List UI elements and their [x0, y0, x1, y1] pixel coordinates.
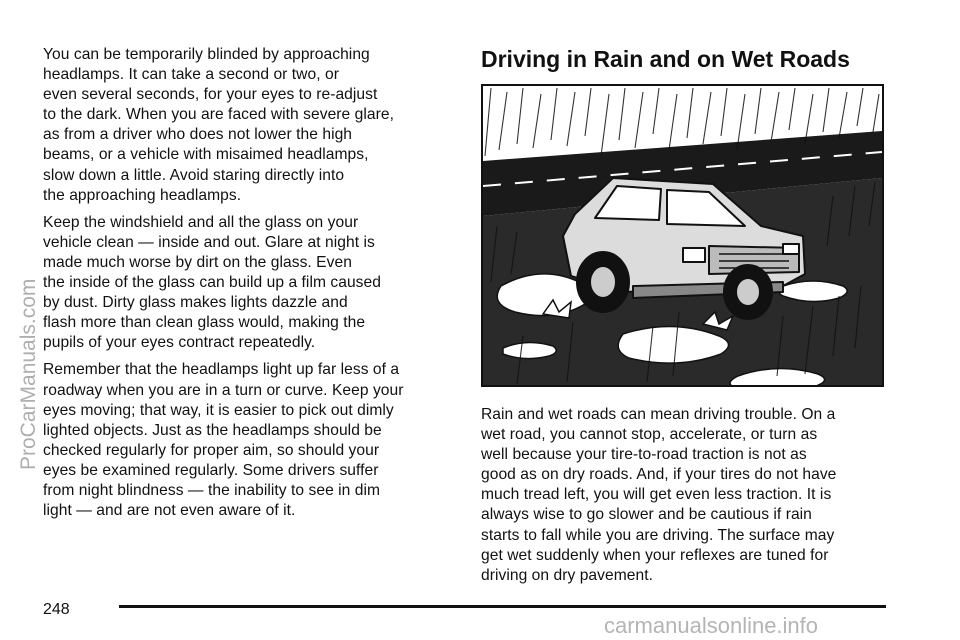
- left-column: [43, 45, 453, 528]
- text-line: made much worse by dirt on the glass. Even: [43, 253, 352, 271]
- text-line: slow down a little. Avoid staring directly into: [43, 166, 345, 184]
- text-line: vehicle clean — inside and out. Glare at night is: [43, 233, 375, 251]
- text-line: checked regularly for proper aim, so should your: [43, 441, 380, 459]
- side-watermark: ProCarManuals.com: [17, 278, 40, 470]
- page-number: 248: [43, 601, 70, 618]
- suv-in-rain-drawing: [483, 86, 882, 385]
- text-line: Remember that the headlamps light up far less of a: [43, 361, 400, 379]
- text-line: even several seconds, for your eyes to re-adjust: [43, 86, 378, 104]
- text-line: roadway when you are in a turn or curve. Keep your: [43, 381, 404, 399]
- text-line: Keep the windshield and all the glass on your: [43, 213, 359, 231]
- text-line: as from a driver who does not lower the high: [43, 126, 353, 144]
- text-line: get wet suddenly when your reflexes are tuned for: [481, 546, 829, 564]
- text-line: You can be temporarily blinded by approaching: [43, 46, 370, 63]
- text-line: the inside of the glass can build up a film caused: [43, 274, 381, 292]
- paragraph-rain: [481, 405, 886, 586]
- text-line: eyes be examined regularly. Some drivers suffer: [43, 461, 379, 479]
- text-line: lighted objects. Just as the headlamps should be: [43, 421, 382, 439]
- text-line: driving on dry pavement.: [481, 566, 653, 584]
- paragraph-glare: [43, 45, 453, 206]
- footer-rule: [119, 605, 886, 608]
- text-line: flash more than clean glass would, making the: [43, 314, 366, 332]
- text-line: starts to fall while you are driving. The surface may: [481, 526, 835, 544]
- rain-driving-illustration: [481, 84, 884, 387]
- text-line: wet road, you cannot stop, accelerate, or turn as: [481, 426, 818, 444]
- right-column-text: [481, 405, 886, 593]
- text-line: the approaching headlamps.: [43, 186, 242, 204]
- text-line: to the dark. When you are faced with severe glare,: [43, 106, 394, 124]
- text-line: by dust. Dirty glass makes lights dazzle and: [43, 294, 348, 312]
- section-heading: Driving in Rain and on Wet Roads: [481, 46, 850, 72]
- text-line: always wise to go slower and be cautious if rain: [481, 506, 812, 524]
- text-line: Rain and wet roads can mean driving trouble. On a: [481, 406, 836, 423]
- text-line: pupils of your eyes contract repeatedly.: [43, 334, 316, 352]
- text-line: beams, or a vehicle with misaimed headlamps,: [43, 146, 369, 164]
- text-line: good as on dry roads. And, if your tires do not have: [481, 466, 837, 484]
- text-line: much tread left, you will get even less traction. It is: [481, 486, 832, 504]
- text-line: headlamps. It can take a second or two, or: [43, 66, 339, 84]
- text-line: light — and are not even aware of it.: [43, 502, 296, 520]
- paragraph-headlamps: [43, 360, 453, 521]
- paragraph-windshield: [43, 213, 453, 354]
- text-line: eyes moving; that way, it is easier to pick out dimly: [43, 401, 394, 419]
- bottom-watermark: carmanualsonline.info: [604, 613, 819, 638]
- text-line: from night blindness — the inability to see in dim: [43, 481, 381, 499]
- text-line: well because your tire-to-road traction is not as: [481, 446, 807, 464]
